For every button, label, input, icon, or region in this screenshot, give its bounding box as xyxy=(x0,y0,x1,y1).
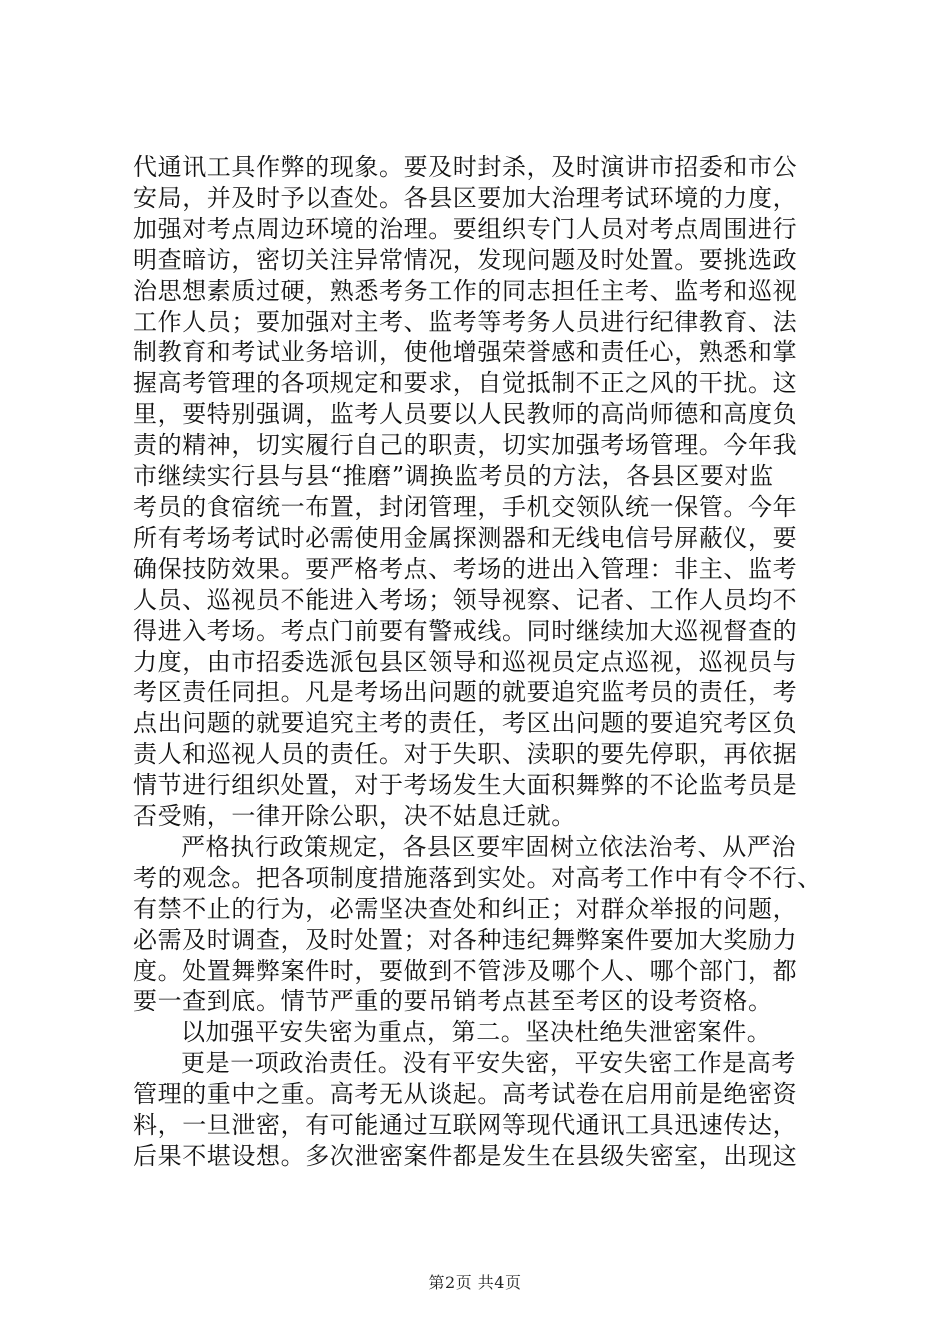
text-line: 度。处置舞弊案件时，要做到不管涉及哪个人、哪个部门，都 xyxy=(133,956,798,985)
text-line: 所有考场考试时必需使用金属探测器和无线电信号屏蔽仪，要 xyxy=(133,523,798,552)
page-footer: 第2页 共4页 xyxy=(428,1273,522,1292)
text-line: 得进入考场。考点门前要有警戒线。同时继续加大巡视督查的 xyxy=(133,616,798,645)
text-line: 要一查到底。情节严重的要吊销考点甚至考区的设考资格。 xyxy=(133,987,773,1016)
text-line: 力度，由市招委选派包县区领导和巡视员定点巡视，巡视员与 xyxy=(133,647,798,676)
text-line: 安局，并及时予以查处。各县区要加大治理考试环境的力度， xyxy=(133,183,798,212)
text-line: 考区责任同担。凡是考场出问题的就要追究监考员的责任，考 xyxy=(133,678,798,707)
text-line: 必需及时调查，及时处置；对各种违纪舞弊案件要加大奖励力 xyxy=(133,925,798,954)
text-line: 代通讯工具作弊的现象。要及时封杀，及时演讲市招委和市公 xyxy=(133,153,798,181)
text-line: 后果不堪设想。多次泄密案件都是发生在县级失密室，出现这 xyxy=(133,1142,798,1170)
text-line: 否受贿，一律开除公职，决不姑息迁就。 xyxy=(133,802,576,831)
text-line: 点出问题的就要追究主考的责任，考区出问题的要追究考区负 xyxy=(133,709,798,738)
text-line: 责人和巡视人员的责任。对于失职、渎职的要先停职，再依据 xyxy=(133,740,798,769)
text-line: 治思想素质过硬，熟悉考务工作的同志担任主考、监考和巡视 xyxy=(133,276,798,305)
text-line: 有禁不止的行为，必需坚决查处和纠正；对群众举报的问题， xyxy=(133,894,798,923)
text-line: 确保技防效果。要严格考点、考场的进出入管理：非主、监考 xyxy=(133,554,798,583)
text-line: 明查暗访，密切关注异常情况，发现问题及时处置。要挑选政 xyxy=(133,245,798,274)
text-line: 市继续实行县与县“推磨”调换监考员的方法，各县区要对监 xyxy=(133,462,774,491)
text-line: 情节进行组织处置，对于考场发生大面积舞弊的不论监考员是 xyxy=(133,771,798,800)
text-line: 加强对考点周边环境的治理。要组织专门人员对考点周围进行 xyxy=(133,214,798,243)
paragraph-start-line: 严格执行政策规定，各县区要牢固树立依法治考、从严治 xyxy=(181,832,796,861)
text-line: 握高考管理的各项规定和要求，自觉抵制不正之风的干扰。这 xyxy=(133,369,798,398)
text-line: 考的观念。把各项制度措施落到实处。对高考工作中有令不行、 xyxy=(133,863,822,892)
text-line: 制教育和考试业务培训，使他增强荣誉感和责任心，熟悉和掌 xyxy=(133,338,798,367)
text-line: 责的精神，切实履行自己的职责，切实加强考场管理。今年我 xyxy=(133,431,798,460)
text-line: 里，要特别强调，监考人员要以人民教师的高尚师德和高度负 xyxy=(133,400,798,429)
text-line: 管理的重中之重。高考无从谈起。高考试卷在启用前是绝密资 xyxy=(133,1080,798,1109)
paragraph-start-line: 更是一项政治责任。没有平安失密，平安失密工作是高考 xyxy=(181,1049,796,1078)
paragraph-start-line: 以加强平安失密为重点，第二。坚决杜绝失泄密案件。 xyxy=(181,1018,772,1047)
text-line: 考员的食宿统一布置，封闭管理，手机交领队统一保管。今年 xyxy=(133,492,798,521)
text-line: 工作人员；要加强对主考、监考等考务人员进行纪律教育、法 xyxy=(133,307,798,336)
text-line: 料，一旦泄密，有可能通过互联网等现代通讯工具迅速传达， xyxy=(133,1111,798,1140)
text-line: 人员、巡视员不能进入考场；领导视察、记者、工作人员均不 xyxy=(133,585,798,614)
body-text xyxy=(133,152,833,1172)
